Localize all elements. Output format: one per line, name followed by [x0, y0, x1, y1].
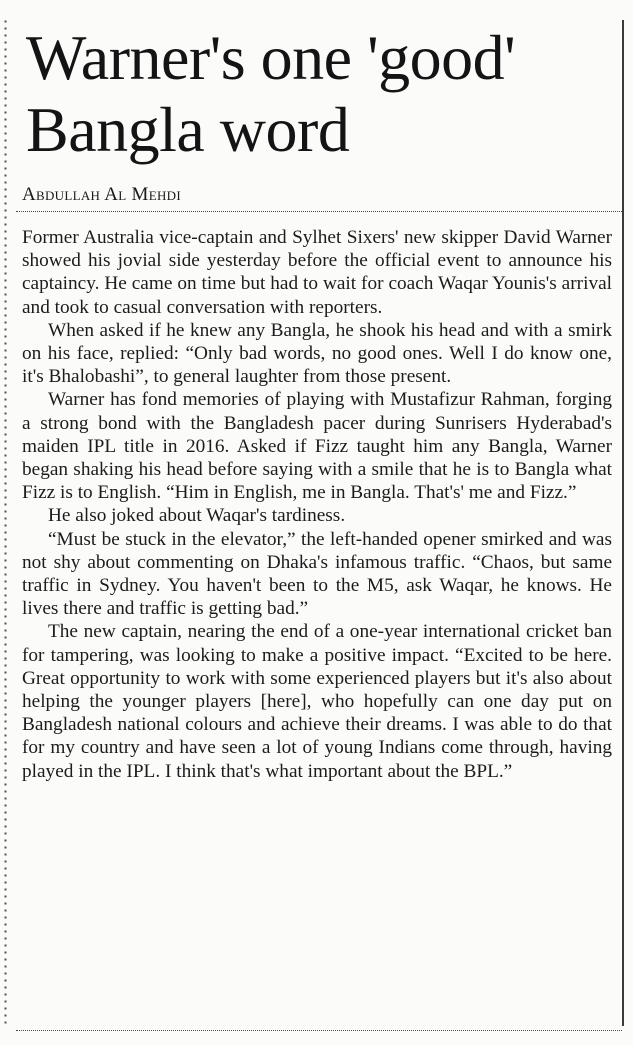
paragraph: The new captain, nearing the end of a one-year international cricket ban for tampering, was looking to make a positive impact. “Excited to be here. Great opportunity to work with some experienced players but it's also about helping the younger players [here], who hopefully can one day put on Bangladesh national colours and achieve their dreams. I was able to do that for my country and have seen a lot of young Indians come through, having played in the IPL. I think that's what important about the BPL.”: [22, 621, 612, 782]
paragraph: “Must be stuck in the elevator,” the left-handed opener smirked and was not shy about commenting on Dhaka's infamous traffic. “Chaos, but same traffic in Sydney. You haven't been to the M5, ask Waqar, he knows. He lives there and traffic is getting bad.”: [22, 528, 612, 620]
headline: Warner's one 'good' Bangla word: [26, 22, 516, 165]
paragraph: Warner has fond memories of playing with Mustafizur Rahman, forging a strong bond with the Bangladesh pacer during Sunrisers Hyderabad's maiden IPL title in 2016. Asked if Fizz taught him any Bangla, Warner began shaking his head before saying with a smile that he is to Bangla what Fizz is to English. “Him in English, me in Bangla. That's' me and Fizz.”: [22, 389, 612, 504]
article-body: [22, 226, 612, 783]
left-dotted-border: [4, 18, 7, 1028]
paragraph: When asked if he knew any Bangla, he shook his head and with a smirk on his face, replied: “Only bad words, no good ones. Well I do know one, it's Bhalobashi”, to general laughter from those present.: [22, 319, 612, 388]
right-column-rule: [622, 20, 624, 1026]
byline-divider: [16, 211, 622, 212]
bottom-dotted-border: [16, 1030, 622, 1031]
paragraph: Former Australia vice-captain and Sylhet Sixers' new skipper David Warner showed his jovial side yesterday before the official event to announce his captaincy. He came on time but had to wait for coach Waqar Younis's arrival and took to casual conversation with reporters.: [22, 227, 612, 318]
byline: Abdullah Al Mehdi: [22, 184, 181, 205]
paragraph: He also joked about Waqar's tardiness.: [48, 505, 346, 527]
